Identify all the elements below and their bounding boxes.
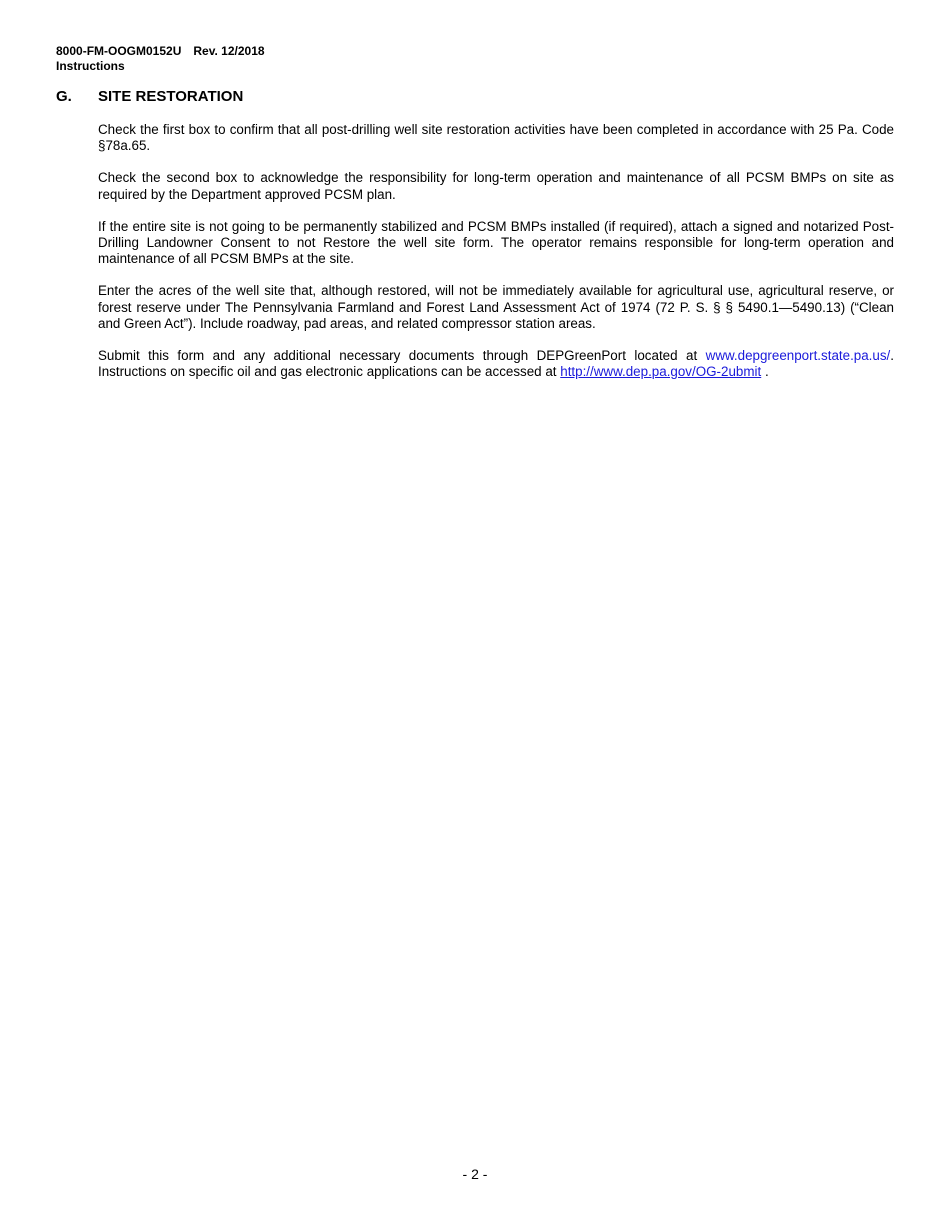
revision-date: Rev. 12/2018 [193,44,265,58]
paragraph-second-box: Check the second box to acknowledge the responsibility for long-term operation and maintenance of all PCSM BMPs on site as required by the Department approved PCSM plan. [98,170,894,202]
paragraph-first-box: Check the first box to confirm that all post-drilling well site restoration activities have been completed in accordance with 25 Pa. Code §78a.65. [98,122,894,154]
form-id-line [56,44,265,59]
submit-text-part3: . [761,364,769,380]
section-title: SITE RESTORATION [98,88,244,105]
section-letter: G. [56,88,72,105]
submit-text-part2: . Instructions on specific oil and gas electronic applications can be accessed at [98,348,894,380]
og-submit-link[interactable]: http://www.dep.pa.gov/OG-2ubmit [560,364,762,380]
header-subtitle: Instructions [56,59,125,73]
paragraph-submit [98,348,894,380]
depgreenport-link[interactable]: www.depgreenport.state.pa.us/ [705,348,891,364]
paragraph-landowner-consent: If the entire site is not going to be permanently stabilized and PCSM BMPs installed (if required), attach a signed and notarized Post-Drilling Landowner Consent to not Restore the well site form. The operator remains responsible for long-term operation and maintenance of all PCSM BMPs at the site. [98,218,894,267]
page-number: - 2 - [462,1166,488,1182]
document-header [56,44,265,74]
paragraph-acres: Enter the acres of the well site that, although restored, will not be immediately available for agricultural use, agricultural reserve, or forest reserve under The Pennsylvania Farmland and Forest Land Assessment Act of 1974 (72 P. S. § § 5490.1—5490.13) (“Clean and Green Act”). Include roadway, pad areas, and related compressor station areas. [98,283,894,331]
instructions-body [98,122,894,396]
form-number: 8000-FM-OOGM0152U [56,44,182,58]
submit-text-part1: Submit this form and any additional necessary documents through DEPGreenPort located at [98,348,706,364]
section-heading [56,88,243,106]
